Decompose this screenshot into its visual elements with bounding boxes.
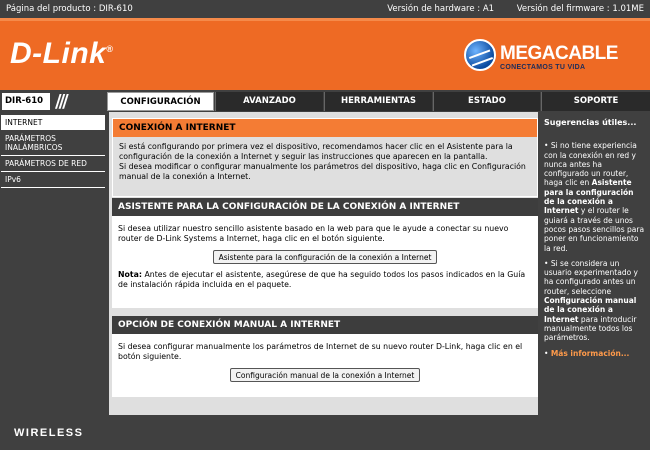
dlink-logo: D-Link® (10, 37, 114, 70)
more-info-item (544, 349, 646, 358)
model-label: DIR-610 (2, 93, 50, 110)
manual-connection-section (112, 316, 538, 397)
section-body (112, 334, 538, 392)
sidebar-item-wireless-params[interactable]: PARÁMETROS INALÁMBRICOS (1, 131, 105, 156)
sidebar-item-ipv6[interactable]: IPv6 (1, 172, 105, 188)
footer-bar (0, 415, 650, 450)
wizard-note (118, 270, 532, 290)
main-navigation (0, 90, 650, 112)
bullet-icon: • (544, 348, 551, 358)
product-page-label: Página del producto : DIR-610 (6, 4, 133, 14)
globe-icon (464, 39, 496, 71)
intro-text: Si está configurando por primera vez el dispositivo, recomendamos hacer clic en el Asistente para la configuración de la conexión a Internet y seguir las instrucciones que aparecen en la pantalla. (119, 142, 513, 161)
helpful-hints-panel (540, 112, 650, 415)
section-title: CONEXIÓN A INTERNET (113, 119, 537, 137)
partner-tagline: CONECTAMOS TU VIDA (500, 64, 586, 71)
megacable-logo (464, 39, 639, 75)
manual-description: Si desea configurar manualmente los parámetros de Internet de su nuevo router D-Link, haga clic en el botón siguiente. (118, 342, 523, 361)
hints-title: Sugerencias útiles... (544, 118, 637, 127)
section-body (112, 216, 538, 294)
left-sidebar-nav (0, 112, 107, 415)
tab-estado[interactable]: ESTADO (433, 92, 540, 111)
section-body (113, 137, 537, 187)
bullet-icon: • (544, 141, 551, 151)
model-badge (0, 90, 104, 112)
sidebar-item-network-params[interactable]: PARÁMETROS DE RED (1, 156, 105, 172)
tab-herramientas[interactable]: HERRAMIENTAS (324, 92, 432, 111)
tab-configuracion[interactable]: CONFIGURACIÓN (107, 92, 214, 111)
top-info-bar (0, 0, 650, 18)
main-content (107, 112, 540, 415)
internet-connection-section (112, 118, 538, 197)
version-info (367, 0, 644, 18)
section-title: ASISTENTE PARA LA CONFIGURACIÓN DE LA CONEXIÓN A INTERNET (112, 198, 538, 216)
manual-hint-text: Si desea modificar o configurar manualmente los parámetros del dispositivo, haga clic en Configuración manual de la conexión a Internet. (119, 162, 526, 181)
header-banner (0, 18, 650, 90)
sidebar-item-internet[interactable]: INTERNET (1, 115, 105, 131)
manual-config-button[interactable]: Configuración manual de la conexión a Internet (230, 368, 421, 382)
more-info-link[interactable]: Más información... (550, 348, 630, 358)
bullet-icon: • (544, 258, 551, 268)
note-text: Antes de ejecutar el asistente, asegúrese de que ha seguido todos los pasos indicados en la Guía de instalación rápida incluida en el paquete. (118, 270, 526, 289)
wizard-description: Si desea utilizar nuestro sencillo asistente basado en la web para que le ayude a conectar su nuevo router de D-Link Systems a Internet, haga clic en el botón siguiente. (118, 224, 509, 243)
hint-item: • Si no tiene experiencia con la conexión en red y nunca antes ha configurado un router, haga clic en Asistente para la configuración de la conexión a Internet y el router le guiará a través de unos pocos pasos sencillos para poner en funcionamiento la red. (544, 141, 645, 253)
partner-name: MEGACABLE (500, 43, 618, 64)
wizard-section (112, 198, 538, 308)
tab-avanzado[interactable]: AVANZADO (215, 92, 323, 111)
tab-soporte[interactable]: SOPORTE (541, 92, 650, 111)
firmware-version: Versión del firmware : 1.01ME (516, 4, 644, 14)
wireless-logo: WIRELESS (14, 427, 84, 439)
section-title: OPCIÓN DE CONEXIÓN MANUAL A INTERNET (112, 316, 538, 334)
wizard-button[interactable]: Asistente para la configuración de la conexión a Internet (213, 250, 438, 264)
hint-item: • Si se considera un usuario experimentado y ha configurado antes un router, seleccione Configuración manual de la conexión a Internet para introducir manualmente todos los parámetros. (544, 258, 638, 343)
slash-decoration: /// (55, 91, 66, 112)
note-label: Nota: (118, 270, 142, 279)
hardware-version: Versión de hardware : A1 (387, 4, 495, 14)
